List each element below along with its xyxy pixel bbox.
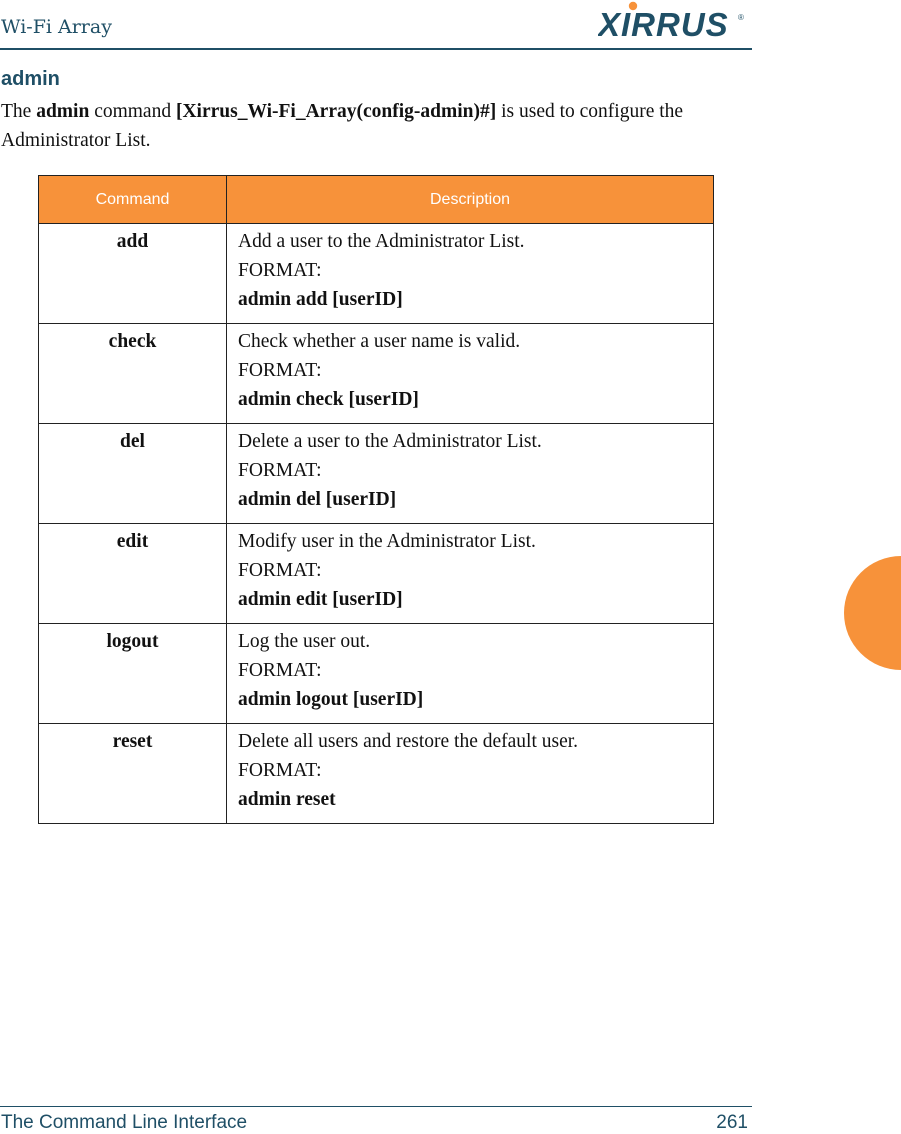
- command-cell: [39, 524, 227, 624]
- format-syntax: admin logout [userID]: [238, 689, 424, 710]
- description-text: Add a user to the Administrator List.: [238, 231, 525, 252]
- description-cell: [227, 624, 714, 724]
- format-syntax: admin edit [userID]: [238, 589, 403, 610]
- footer-rule: [0, 1106, 752, 1107]
- command-cell: [39, 324, 227, 424]
- command-table: [38, 175, 714, 824]
- table-row: [39, 524, 714, 624]
- command-cell: [39, 724, 227, 824]
- intro-command: admin: [36, 101, 90, 122]
- format-label: FORMAT:: [238, 360, 322, 381]
- format-syntax: admin del [userID]: [238, 489, 397, 510]
- chapter-side-tab: [844, 556, 901, 670]
- description-cell: [227, 524, 714, 624]
- description-text: Log the user out.: [238, 631, 371, 652]
- intro-prompt: [Xirrus_Wi-Fi_Array(config-admin)#]: [175, 101, 497, 122]
- format-label: FORMAT:: [238, 260, 322, 281]
- command-cell: [39, 224, 227, 324]
- table-row: [39, 624, 714, 724]
- command-cell: [39, 424, 227, 524]
- command-name: reset: [112, 731, 153, 752]
- command-name: add: [116, 231, 149, 252]
- description-cell: [227, 424, 714, 524]
- footer-chapter-title: The Command Line Interface: [1, 1112, 248, 1133]
- description-text: Delete all users and restore the default user.: [238, 731, 579, 752]
- description-cell: [227, 324, 714, 424]
- column-header-description: Description: [227, 176, 714, 224]
- format-syntax: admin reset: [238, 789, 336, 810]
- format-label: FORMAT:: [238, 760, 322, 781]
- table-header-row: [39, 176, 714, 224]
- table-row: [39, 224, 714, 324]
- description-cell: [227, 724, 714, 824]
- format-label: FORMAT:: [238, 660, 322, 681]
- table-row: [39, 724, 714, 824]
- table-row: [39, 324, 714, 424]
- svg-text:®: ®: [738, 13, 744, 22]
- intro-paragraph: The admin command [Xirrus_Wi-Fi_Array(config-admin)#] is used to configure the Administrator List.: [1, 101, 684, 151]
- command-cell: [39, 624, 227, 724]
- description-text: Delete a user to the Administrator List.: [238, 431, 542, 452]
- description-cell: [227, 224, 714, 324]
- format-label: FORMAT:: [238, 460, 322, 481]
- format-label: FORMAT:: [238, 560, 322, 581]
- command-name: del: [120, 431, 145, 452]
- command-name: logout: [106, 631, 159, 652]
- command-name: edit: [116, 531, 149, 552]
- page-number: 261: [716, 1112, 748, 1133]
- description-text: Check whether a user name is valid.: [238, 331, 521, 352]
- column-header-command: Command: [39, 176, 227, 224]
- svg-text:XIRRUS: XIRRUS: [598, 6, 729, 43]
- running-header: Wi-Fi Array: [1, 16, 112, 38]
- header-rule: [0, 48, 752, 50]
- table-row: [39, 424, 714, 524]
- section-heading: admin: [1, 68, 60, 90]
- command-name: check: [108, 331, 157, 352]
- format-syntax: admin check [userID]: [238, 389, 419, 410]
- description-text: Modify user in the Administrator List.: [238, 531, 536, 552]
- format-syntax: admin add [userID]: [238, 289, 403, 310]
- xirrus-logo: [598, 0, 748, 44]
